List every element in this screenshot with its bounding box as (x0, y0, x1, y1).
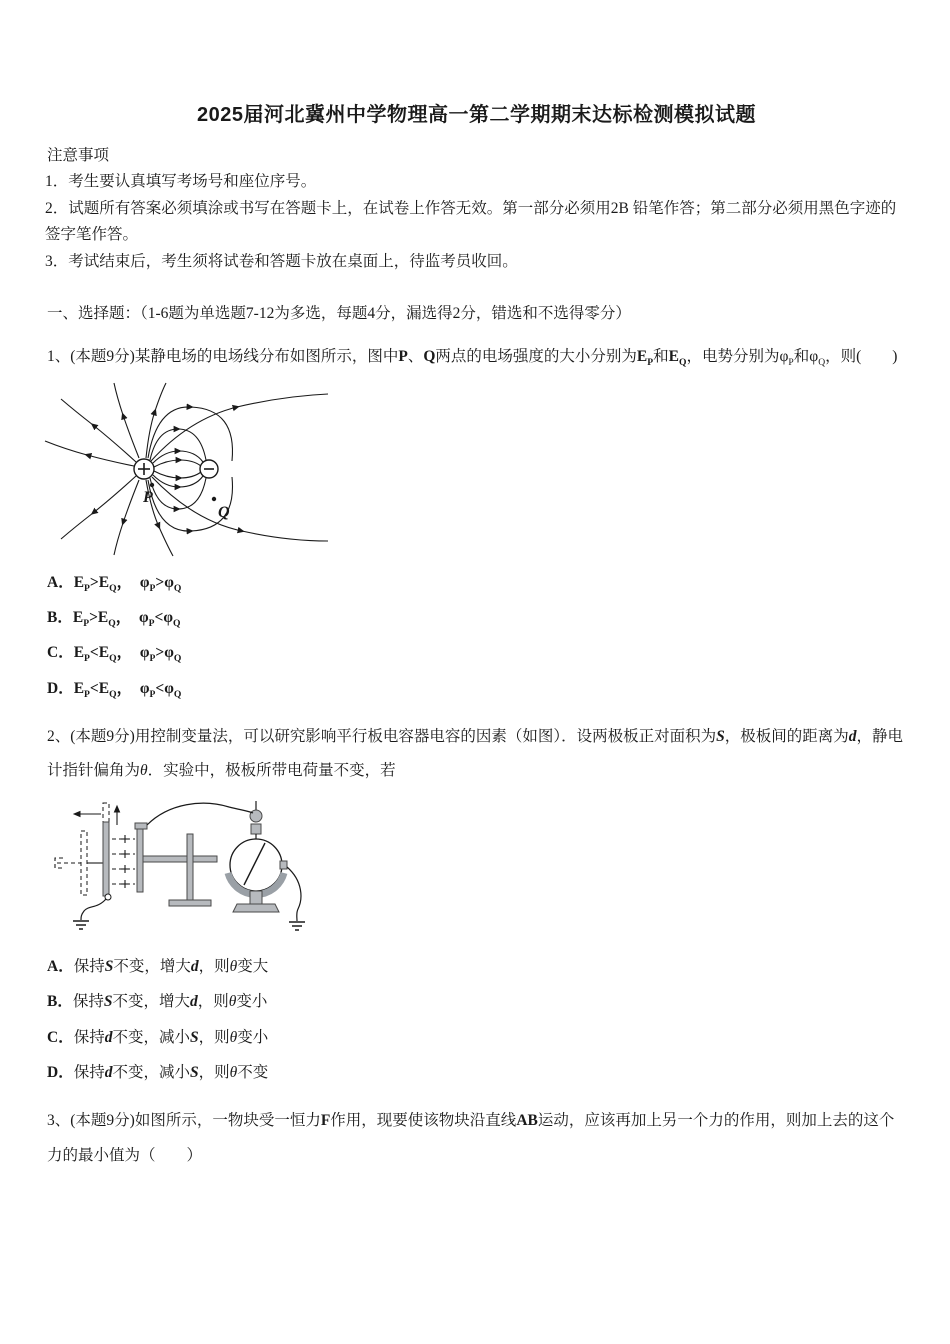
right-plate (137, 828, 143, 892)
notice-section (45, 143, 908, 276)
electrometer-ball (250, 810, 262, 822)
question-2-stem: 2、(本题9分)用控制变量法，可以研究影响平行板电容器电容的因素（如图）．设两极板正对面积为S，极板间的距离为d，静电计指针偏角为θ．实验中，极板所带电荷量不变，若 (47, 728, 903, 780)
plus-marks (121, 835, 129, 888)
stand-base (169, 900, 211, 906)
electrometer (228, 801, 287, 912)
point-p-dot (150, 482, 154, 486)
point-p-label: P (143, 488, 153, 506)
q2-option-b: B．保持S不变，增大d，则θ变小 (47, 993, 268, 1011)
question-1-stem: 1、(本题9分)某静电场的电场线分布如图所示，图中P、Q两点的电场强度的大小分别为$E_P$和$E_Q$，电势分别为$\varphi_P$和$\varphi_Q$，则( ) (47, 347, 898, 368)
field-lines (45, 383, 328, 556)
q2-option-c: C．保持d不变，减小S，则θ变小 (47, 1028, 269, 1046)
capacitor-experiment-figure (51, 801, 333, 943)
point-q-label: Q (218, 503, 230, 521)
field-dashes (112, 839, 135, 884)
wire-left-ground (81, 899, 106, 920)
field-lines-figure (39, 381, 331, 559)
section-1-heading: 一、选择题：（1-6题为单选题7-12为多选，每题4分，漏选得2分，错选和不选得零分） (47, 304, 631, 322)
q1-option-b: B．$E_P>E_Q$， $\varphi_P<\varphi_Q$ (47, 608, 181, 630)
notice-item-3: 3．考试结束后，考生须将试卷和答题卡放在桌面上，待监考员收回。 (45, 252, 518, 270)
notice-item-2: 2．试题所有答案必须填涂或书写在答题卡上，在试卷上作答无效。第一部分必须用2B 铅笔作答；第二部分必须用黑色字迹的签字笔作答。 (45, 199, 897, 244)
negative-charge (200, 460, 218, 478)
ground-symbol-right (289, 922, 305, 930)
question-2-options (47, 956, 908, 1085)
notice-heading: 注意事项 (47, 147, 110, 164)
question-3-stem: 3、(本题9分)如图所示，一物块受一恒力F作用，现要使该物块沿直线AB运动，应该再加上另一个力的作用，则加上去的这个力的最小值为（ ） (47, 1112, 895, 1164)
q1-option-a: A．$E_P>E_Q$， $\varphi_P>\varphi_Q$ (47, 573, 182, 594)
wire-plate-to-electrometer (147, 803, 253, 825)
plate-terminal (135, 823, 147, 829)
q1-option-c: C．$E_P<E_Q$， $\varphi_P>\varphi_Q$ (47, 644, 182, 665)
q1-option-d: D．$E_P<E_Q$， $\varphi_P<\varphi_Q$ (47, 679, 182, 701)
q2-option-a: A．保持S不变，增大d，则θ变大 (47, 957, 269, 975)
point-q-dot (212, 496, 216, 500)
positive-charge (134, 459, 154, 479)
exam-title: 2025届河北冀州中学物理高一第二学期期末达标检测模拟试题 (197, 104, 756, 126)
dashed-raised-plate (103, 803, 109, 822)
dashed-moved-plate (81, 831, 87, 895)
left-plate (103, 822, 109, 896)
question-1-options (47, 572, 908, 701)
notice-item-1: 1．考生要认真填写考场号和座位序号。 (45, 173, 317, 190)
stand-arm (143, 856, 217, 862)
q2-option-d: D．保持d不变，减小S，则θ不变 (47, 1063, 269, 1081)
stand-post (187, 834, 193, 902)
ground-symbol-left (73, 921, 89, 929)
wire-right-ground (287, 867, 301, 921)
electrometer-dial (230, 839, 282, 891)
